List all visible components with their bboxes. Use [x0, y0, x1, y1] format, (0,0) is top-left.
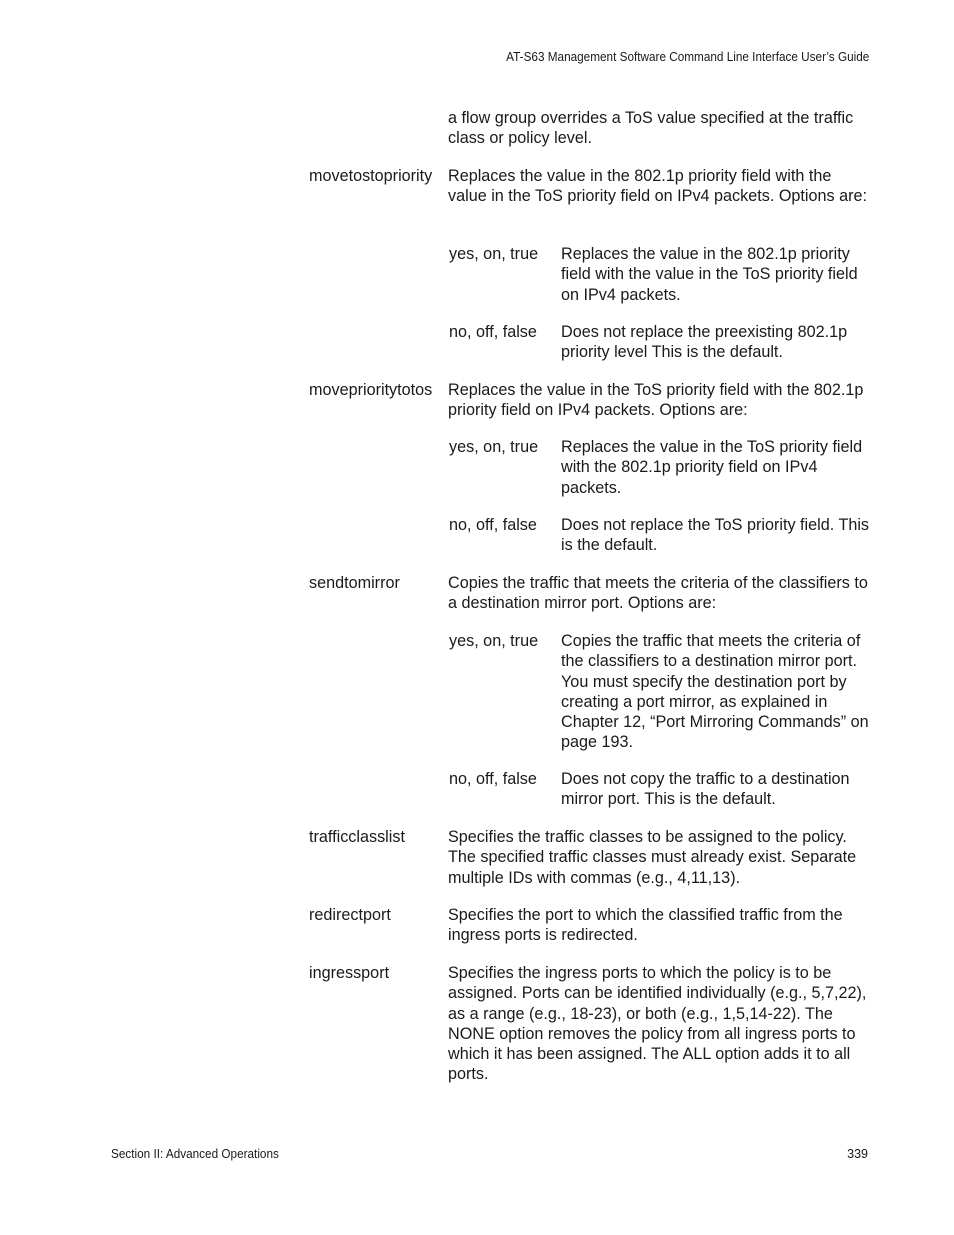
param-desc-movetostopriority: Replaces the value in the 802.1p priority field with the value in the ToS priority field on IPv4 packets. Options are:: [448, 167, 868, 206]
option-desc: Does not replace the ToS priority field. This is the default.: [561, 516, 870, 555]
intro-paragraph: a flow group overrides a ToS value specified at the traffic class or policy level.: [448, 109, 854, 148]
param-term-redirectport: redirectport: [309, 906, 391, 924]
param-desc-ingressport: Specifies the ingress ports to which the policy is to be assigned. Ports can be identified individually (e.g., 5,7,22), as a range (e.g., 18-23), or both (e.g., 1,5,14-22). The NONE option removes the policy from all ingress ports to which it has been assigned. The ALL option adds it to all ports.: [448, 964, 867, 1084]
param-term-movetostopriority: movetostopriority: [309, 167, 433, 185]
option-desc: Does not replace the preexisting 802.1p priority level This is the default.: [561, 323, 848, 362]
param-desc-sendtomirror: Copies the traffic that meets the criteria of the classifiers to a destination mirror port. Options are:: [448, 574, 868, 613]
param-desc-moveprioritytotos: Replaces the value in the ToS priority field with the 802.1p priority field on IPv4 packets. Options are:: [448, 381, 864, 420]
option-desc: Copies the traffic that meets the criteria of the classifiers to a destination mirror port. You must specify the destination port by creating a port mirror, as explained in Chapter 12, “Port Mirroring Commands” on page 193.: [561, 632, 869, 752]
option-desc: Does not copy the traffic to a destination mirror port. This is the default.: [561, 770, 850, 809]
option-key: yes, on, true: [449, 438, 539, 456]
param-desc-redirectport: Specifies the port to which the classified traffic from the ingress ports is redirected.: [448, 906, 843, 945]
option-key: yes, on, true: [449, 245, 539, 263]
option-desc: Replaces the value in the ToS priority field with the 802.1p priority field on IPv4 packets.: [561, 438, 863, 497]
param-term-sendtomirror: sendtomirror: [309, 574, 400, 592]
running-header: AT-S63 Management Software Command Line Interface User’s Guide: [505, 50, 869, 64]
param-term-trafficclasslist: trafficclasslist: [309, 828, 405, 846]
option-key: no, off, false: [449, 323, 537, 341]
param-term-ingressport: ingressport: [309, 964, 390, 982]
option-key: no, off, false: [449, 770, 537, 788]
option-key: no, off, false: [449, 516, 537, 534]
param-term-moveprioritytotos: moveprioritytotos: [309, 381, 433, 399]
page-number: 339: [847, 1147, 868, 1161]
footer-section: Section II: Advanced Operations: [111, 1147, 279, 1161]
param-desc-trafficclasslist: Specifies the traffic classes to be assigned to the policy. The specified traffic classes must already exist. Separate multiple IDs with commas (e.g., 4,11,13).: [448, 828, 857, 887]
option-desc: Replaces the value in the 802.1p priority field with the value in the ToS priority field on IPv4 packets.: [561, 245, 858, 304]
option-key: yes, on, true: [449, 632, 539, 650]
